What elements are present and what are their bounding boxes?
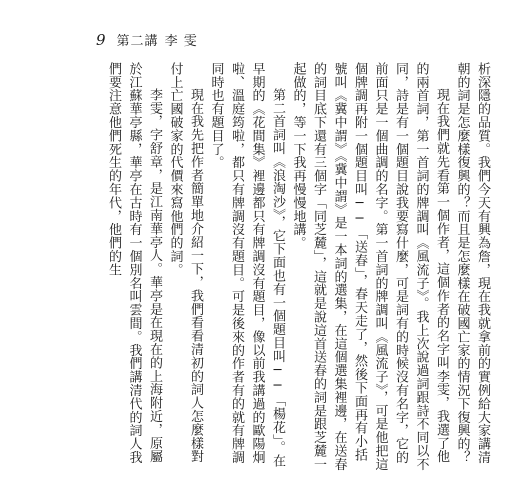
chapter-title: 第二講 (116, 34, 159, 49)
author-name: 李 雯 (164, 34, 198, 49)
paragraph: 現在我先把作者簡單地介紹一下，我們看看清初的詞人怎麼樣對付上亡國破家的代價來寫他們的詞。 (167, 62, 203, 464)
paragraph: 李雯，字舒章，是江南華亭人。華亭是在現在的上海附近，原屬於江蘇華亭縣，華亭在古時有一個別名叫雲間。我們講清代的詞人我們要注意他們死生的年代，他們的生 (106, 62, 162, 464)
body-text (84, 62, 492, 472)
paragraph: 現在我們就先看第一個作者，這個作者的名字叫李雯，我選了他的兩首詞，第一首詞的牌調叫《風流子》。我上次說過詞跟詩不同以不同，詩是有一個題目說我要寫什麼，可是詞有的時候沒有名字，它的前面只是一個曲調的名字。第一首詞的牌調叫《風流子》，可是他把這個牌調再附一個題目叫──「送春」，春天走了，然後下面再有小括號叫《冀中謂》《冀中謂》是一本詞的選集，在這個選集裡邊，在送春的詞目底下還有三個字「同芝麓」，這就是說這首送春的詞是跟芝麓一起做的，等一下我再慢慢地講。 (290, 62, 449, 471)
page-number: 9 (96, 31, 107, 49)
paragraph: 第二首詞叫《浪淘沙》，它下面也有一個題目叫──「楊花」。在早期的《花間集》裡邊都只有牌調沒有題目，像以前我講過的歐陽炯啦、溫庭筠啦，都只有牌調沒有題目。可是後來的作者有的就有牌調同時也有題目了。 (208, 62, 285, 468)
running-header (96, 30, 198, 49)
paragraph: 析深隱的品質。我們今天有興為詹，現在我就拿前的實例給大家講清朝的詞是怎麼樣復興的？而且是怎麼樣在破國亡家的情況下復興的？ (454, 62, 490, 464)
